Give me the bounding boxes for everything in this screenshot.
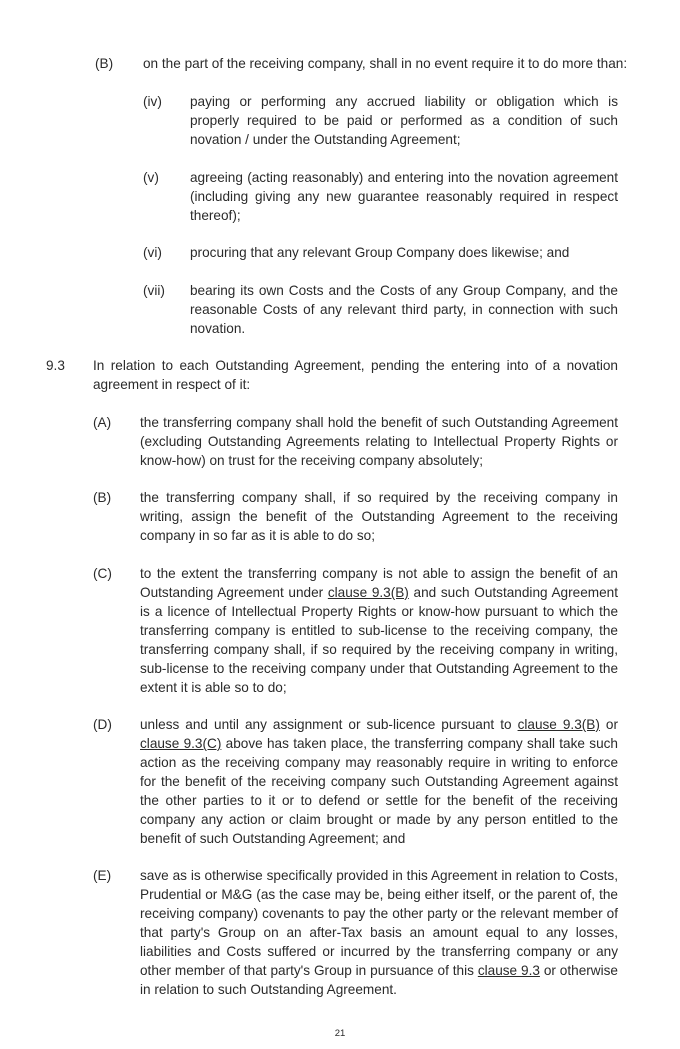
sub-item-text: procuring that any relevant Group Company does likewise; and	[190, 245, 570, 260]
sub-item-text: agreeing (acting reasonably) and entering into the novation agreement (including giving any new guarantee reasonably required in respect thereof);	[190, 170, 618, 223]
clause-item-label: (D)	[93, 717, 112, 732]
clause-b-text: on the part of the receiving company, shall in no event require it to do more than:	[143, 56, 628, 71]
clause-item-label: (E)	[93, 868, 112, 883]
clause-b-label: (B)	[95, 56, 114, 71]
clause-item-label: (A)	[93, 415, 112, 430]
cross-reference-link: clause 9.3(B)	[517, 717, 600, 732]
page-number: 21	[334, 1028, 346, 1039]
clause-item-text: unless and until any assignment or sub-licence pursuant to clause 9.3(B) or clause 9.3(C) above has taken place, the transferring company shall take such action as the receiving company may reasonably require in writing to enforce for the benefit of the receiving company such Outstanding Agreement against the other parties to it or to defend or settle for the benefit of the receiving company any action or claim brought or made by any person entitled to the benefit of such Outstanding Agreement; and	[140, 717, 618, 846]
clause-number: 9.3	[46, 358, 65, 373]
clause-item-text: the transferring company shall hold the benefit of such Outstanding Agreement (excluding Outstanding Agreements relating to Intellectual Property Rights or know-how) on trust for the receiving company absolutely;	[140, 415, 618, 468]
sub-item-label: (vii)	[143, 283, 165, 298]
clause-text: In relation to each Outstanding Agreement, pending the entering into of a novation agreement in respect of it:	[93, 358, 618, 392]
clause-item-text: to the extent the transferring company is not able to assign the benefit of an Outstanding Agreement under clause 9.3(B) and such Outstanding Agreement is a licence of Intellectual Property Rights or know-how pursuant to which the transferring company is entitled to sub-license to the receiving company, the transferring company shall, if so required by the receiving company in writing, sub-license to the receiving company under that Outstanding Agreement to the extent it is able so to do;	[140, 566, 618, 695]
clause-item-label: (B)	[93, 490, 112, 505]
sub-item-label: (iv)	[143, 94, 162, 109]
cross-reference-link: clause 9.3(C)	[140, 736, 222, 751]
cross-reference-link: clause 9.3(B)	[327, 585, 409, 600]
sub-item-label: (v)	[143, 170, 159, 185]
sub-item-text: paying or performing any accrued liability or obligation which is properly required to be paid or performed as a condition of such novation / under the Outstanding Agreement;	[190, 94, 618, 147]
clause-item-text: the transferring company shall, if so required by the receiving company in writing, assign the benefit of the Outstanding Agreement to the receiving company in so far as it is able to do so;	[140, 490, 618, 543]
sub-item-label: (vi)	[143, 245, 162, 260]
clause-item-label: (C)	[93, 566, 112, 581]
cross-reference-link: clause 9.3	[477, 963, 540, 978]
sub-item-text: bearing its own Costs and the Costs of any Group Company, and the reasonable Costs of any relevant third party, in connection with such novation.	[190, 283, 618, 336]
clause-item-text: save as is otherwise specifically provided in this Agreement in relation to Costs, Prudential or M&G (as the case may be, being either itself, or the parent of, the receiving company) covenants to pay the other party or the relevant member of that party's Group on an after-Tax basis an amount equal to any losses, liabilities and Costs suffered or incurred by the transferring company or any other member of that party's Group in pursuance of this clause 9.3 or otherwise in relation to such Outstanding Agreement.	[140, 868, 618, 997]
